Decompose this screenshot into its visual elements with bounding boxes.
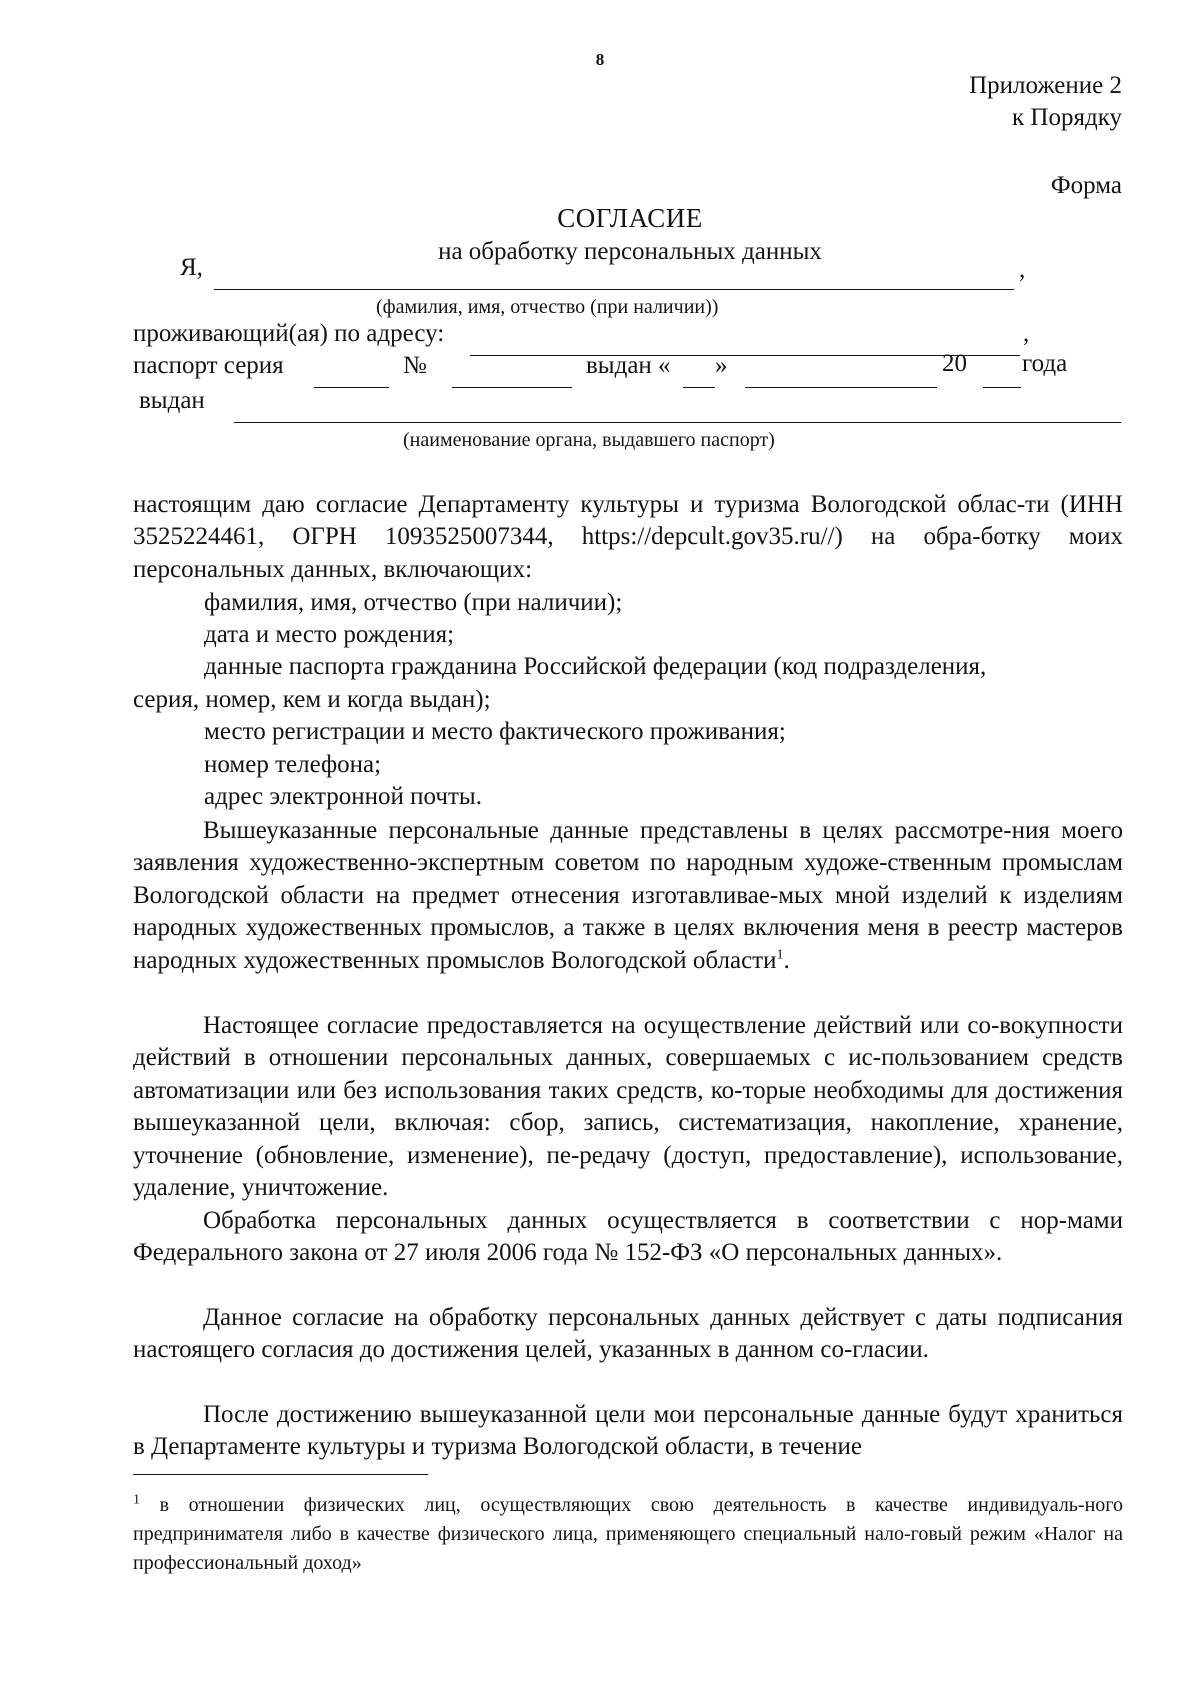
list-item-continuation: серия, номер, кем и когда выдан); — [133, 686, 491, 713]
list-item: дата и место рождения; — [204, 621, 455, 648]
issued-year-field[interactable] — [983, 387, 1021, 388]
passport-number-field[interactable] — [452, 387, 572, 388]
purpose-paragraph — [133, 815, 1123, 977]
list-item: место регистрации и место фактического проживания; — [204, 718, 786, 745]
year-suffix: года — [1022, 350, 1068, 377]
form-label: Форма — [1050, 172, 1122, 199]
appendix-line-1: Приложение 2 — [969, 72, 1122, 99]
footnote-reference[interactable]: 1 — [776, 947, 784, 963]
list-item: фамилия, имя, отчество (при наличии); — [204, 589, 623, 616]
document-subtitle: на обработку персональных данных — [438, 238, 822, 265]
year-prefix: 20 — [942, 350, 967, 377]
appendix-line-2: к Порядку — [1012, 104, 1122, 131]
purpose-end: . — [783, 946, 790, 974]
validity-paragraph: Данное согласие на обработку персональных данных действует с даты подписания настоящего согласия до достижения целей, указанных в данном со-гласии. — [133, 1304, 1123, 1364]
comma-after-address: , — [1023, 320, 1030, 347]
actions-paragraph: Настоящее согласие предоставляется на осуществление действий или со-вокупности действий в отношении персональных данных, совершаемых с ис-пользованием средств автоматизации или без использования таких средств, ко-торые необходимы для достижения вышеуказанной цели, включая: сбор, запись, систематизация, накопление, хранение, уточнение (обновление, изменение), пе-редачу (доступ, предоставление), использование, удаление, уничтожение. — [133, 1012, 1123, 1202]
comma-after-fio: , — [1019, 256, 1026, 283]
issued-by-label: выдан — [139, 387, 205, 414]
law-paragraph: Обработка персональных данных осуществляется в соответствии с нор-мами Федерального закона от 27 июля 2006 года № 152-ФЗ «О персональных данных». — [133, 1207, 1123, 1267]
footnote-separator — [133, 1474, 428, 1475]
footnote-text: в отношении физических лиц, осуществляющих свою деятельность в качестве индивидуаль-ного предпринимателя либо в качестве физического лица, применяющего специальный нало-говый режим «Налог на профессиональный доход» — [133, 1494, 1123, 1574]
passport-series-field[interactable] — [314, 387, 389, 388]
issued-date-label: выдан « — [586, 352, 671, 379]
issued-date-close-quote: » — [715, 352, 728, 379]
list-item: номер телефона; — [204, 751, 382, 778]
fio-field[interactable] — [214, 289, 1014, 290]
passport-number-label: № — [403, 352, 427, 379]
issuer-caption: (наименование органа, выдавшего паспорт) — [403, 429, 775, 451]
page-number: 8 — [595, 50, 605, 69]
issued-month-field[interactable] — [745, 387, 937, 388]
footnote — [133, 1491, 1123, 1578]
footnote-marker: 1 — [133, 1492, 140, 1508]
issued-by-field[interactable] — [234, 422, 1121, 423]
appendix-label — [969, 70, 1122, 134]
storage-paragraph: После достижению вышеуказанной цели мои персональные данные будут храниться в Департаменте культуры и туризма Вологодской области, в течение — [133, 1401, 1123, 1461]
fio-caption: (фамилия, имя, отчество (при наличии)) — [376, 296, 719, 318]
document-title: СОГЛАСИЕ — [557, 203, 703, 233]
list-item: адрес электронной почты. — [204, 783, 482, 810]
issued-day-field[interactable] — [683, 387, 715, 388]
address-label: проживающий(ая) по адресу: — [133, 320, 445, 347]
passport-series-label: паспорт серия — [133, 352, 284, 379]
list-item: данные паспорта гражданина Российской федерации (код подразделения, — [204, 653, 987, 680]
purpose-text: Вышеуказанные персональные данные представлены в целях рассмотре-ния моего заявления художественно-экспертным советом по народным художе-ственным промыслам Вологодской области на предмет отнесения изготавливае-мых мной изделий к изделиям народных художественных промыслов, а также в целях включения меня в реестр мастеров народных художественных промыслов Вологодской области — [133, 817, 1123, 974]
intro-paragraph: настоящим даю согласие Департаменту культуры и туризма Вологодской облас-ти (ИНН 3525224461, ОГРН 1093525007344, https://depcult.gov35.ru//) на обра-ботку моих персональных данных, включающих: — [133, 491, 1123, 583]
address-field[interactable] — [470, 355, 1020, 356]
ya-label: Я, — [180, 254, 203, 281]
